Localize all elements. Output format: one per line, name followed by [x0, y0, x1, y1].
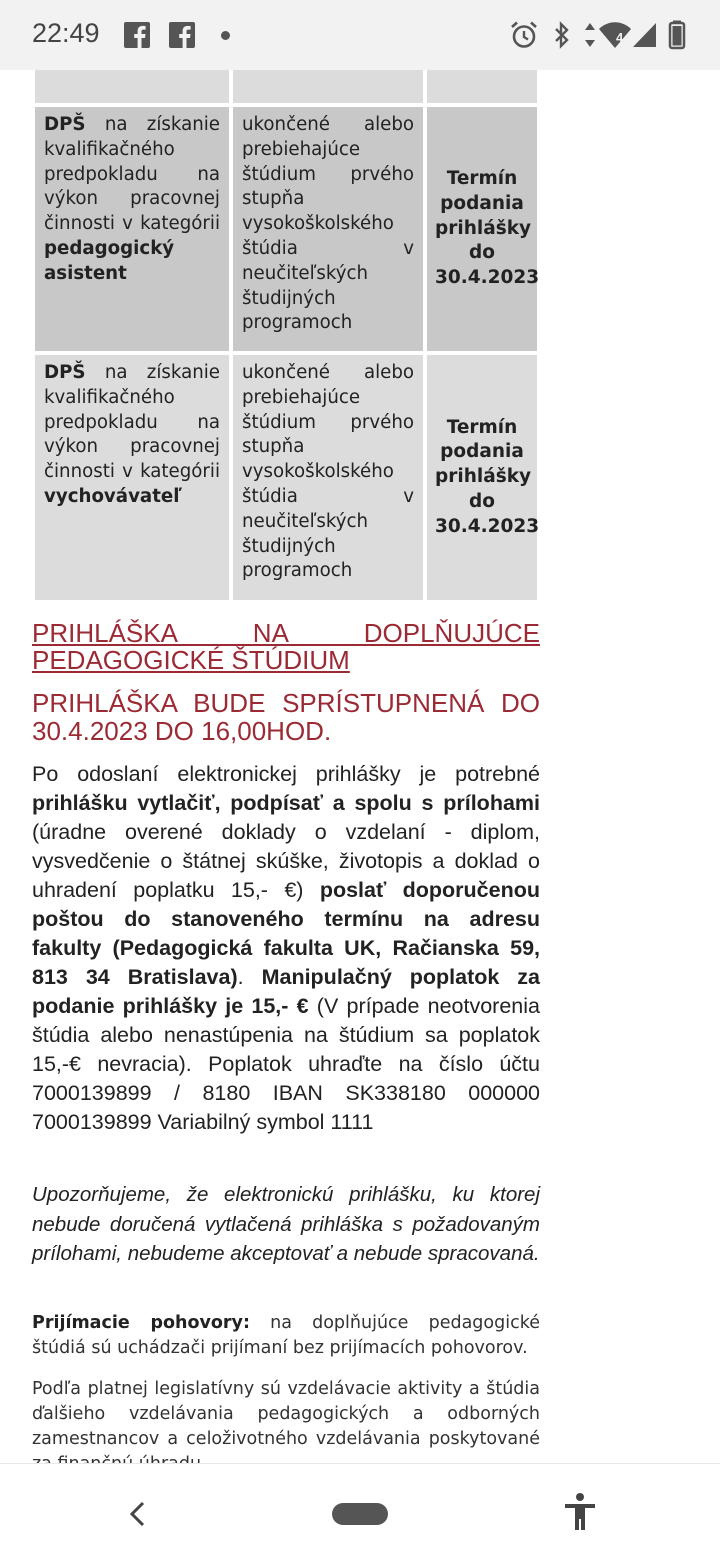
navigation-bar: [0, 1463, 720, 1561]
facebook-icon: [124, 22, 150, 48]
notification-dot: [221, 31, 230, 40]
data-arrows-icon: [583, 20, 597, 50]
submission-instructions: Po odoslaní elektronickej prihlášky je potrebné prihlášku vytlačiť, podpísať a spolu s prílohami (úradne overené doklady o vzdelaní - diplom, vysvedčenie o štátnej skúške, životopis a doklad o uhradení poplatku 15,- €) poslať doporučenou poštou do stanoveného termínu na adresu fakulty (Pedagogická fakulta UK, Račianska 59, 813 34 Bratislava). Manipulačný poplatok za podanie prihlášky je 15,- € (V prípade neotvorenia štúdia alebo nenastúpenia na štúdium sa poplatok 15,-€ nevracia). Poplatok uhraďte na číslo účtu 7000139899 / 8180 IBAN SK338180 000000 7000139899 Variabilný symbol 1111: [32, 762, 540, 1134]
clock: 22:49: [32, 18, 100, 48]
alarm-icon: [509, 20, 539, 50]
facebook-icon: [169, 22, 195, 48]
program-description: DPŠ na získanie kvalifikačného predpokladu na výkon pracovnej činnosti v kategórii pedagogický asistent: [35, 107, 229, 351]
warning-notice: Upozorňujeme, že elektronickú prihlášku, ku ktorej nebude doručená vytlačená prihláška s požadovaným prílohami, nebudeme akceptovať a nebude spracovaná.: [32, 1183, 540, 1265]
table-row: [32, 70, 540, 103]
program-requirement: ukončené alebo prebiehajúce štúdium prvého stupňa vysokoškolského štúdia v neučiteľských študijných programoch: [233, 107, 423, 351]
home-button[interactable]: [332, 1503, 388, 1525]
application-deadline: Termín podania prihlášky do 30.4.2023: [427, 107, 537, 351]
web-content[interactable]: [0, 70, 720, 1463]
program-requirement: ukončené alebo prebiehajúce štúdium prvého stupňa vysokoškolského štúdia v neučiteľských študijných programoch: [233, 355, 423, 600]
bluetooth-icon: [552, 20, 572, 50]
accessibility-button[interactable]: [562, 1492, 598, 1532]
signal-icon: [632, 20, 658, 50]
application-deadline: Termín podania prihlášky do 30.4.2023: [427, 355, 537, 600]
interviews-info: Prijímacie pohovory: na doplňujúce pedagogické štúdiá sú uchádzači prijímaní bez prijímacích pohovorov.: [32, 1313, 540, 1358]
table-row: [32, 107, 540, 351]
program-description: DPŠ na získanie kvalifikačného predpokladu na výkon pracovnej činnosti v kategórii vychovávateľ: [35, 355, 229, 600]
wifi-icon: [598, 20, 632, 50]
legislation-info: Podľa platnej legislatívny sú vzdelávacie aktivity a štúdia ďalšieho vzdelávania pedagogických a odborných zamestnancov a celoživotného vzdelávania poskytované: [32, 1379, 540, 1449]
back-button[interactable]: [122, 1498, 154, 1530]
application-form-link[interactable]: PRIHLÁŠKA NA DOPLŇUJÚCE PEDAGOGICKÉ ŠTÚDIUM: [32, 618, 540, 675]
table-row: [32, 355, 540, 600]
availability-notice: PRIHLÁŠKA BUDE SPRÍSTUPNENÁ DO 30.4.2023 DO 16,00HOD.: [32, 688, 540, 746]
wifi-badge: 4: [616, 30, 624, 45]
battery-icon: [668, 20, 686, 50]
status-bar: [0, 0, 720, 70]
